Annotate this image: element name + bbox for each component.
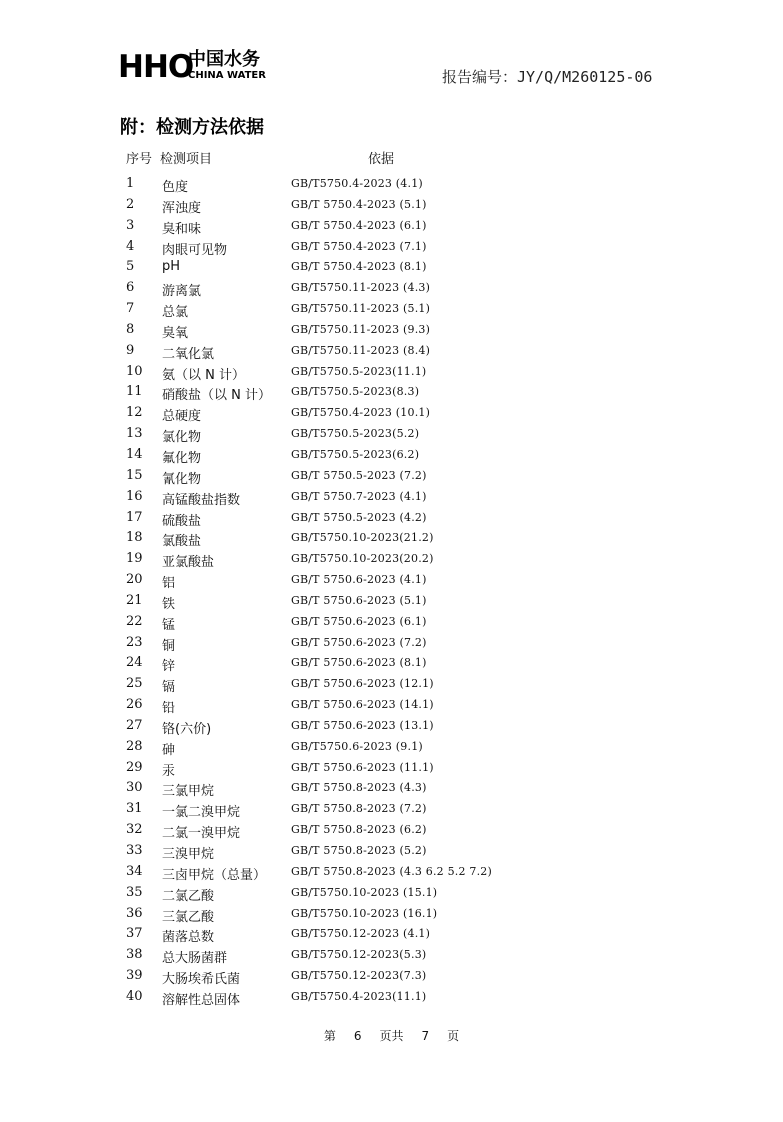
table-row [0,320,783,341]
table-row [0,653,783,674]
row-seq: 34 [126,863,143,879]
row-item: 硫酸盐 [162,513,202,529]
row-basis: GB/T5750.11-2023 (4.3) [291,281,431,295]
row-basis: GB/T5750.5-2023(8.3) [291,385,420,399]
table-row [0,716,783,737]
row-basis: GB/T 5750.8-2023 (6.2) [291,823,427,837]
page-suffix: 页 [447,1029,460,1043]
row-seq: 16 [126,488,143,504]
row-basis: GB/T 5750.4-2023 (7.1) [291,239,427,253]
row-item: 锰 [162,617,176,633]
row-item: 氯化物 [162,430,202,446]
column-header-item: 检测项目 [160,152,213,167]
row-seq: 5 [126,259,135,275]
row-seq: 19 [126,551,143,567]
row-seq: 38 [126,947,143,963]
table-row [0,528,783,549]
row-basis: GB/T5750.10-2023 (15.1) [291,885,438,899]
table-row [0,403,783,424]
row-basis: GB/T 5750.6-2023 (7.2) [291,635,427,649]
row-seq: 17 [126,509,143,525]
row-basis: GB/T5750.10-2023(21.2) [291,531,434,545]
row-basis: GB/T 5750.6-2023 (14.1) [291,698,434,712]
row-item: 菌落总数 [162,930,215,946]
row-seq: 9 [126,342,135,358]
table-row [0,382,783,403]
row-item: 铅 [162,701,176,717]
row-seq: 24 [126,655,143,671]
row-seq: 2 [126,196,135,212]
row-basis: GB/T5750.4-2023 (10.1) [291,406,431,420]
row-seq: 4 [126,238,135,254]
row-item: pH [162,259,181,275]
table-row [0,424,783,445]
row-basis: GB/T 5750.8-2023 (4.3 6.2 5.2 7.2) [291,864,492,878]
row-seq: 27 [126,717,143,733]
row-seq: 30 [126,780,143,796]
logo-mark: HHO [118,49,194,85]
row-basis: GB/T 5750.6-2023 (4.1) [291,573,427,587]
table-row [0,466,783,487]
row-seq: 20 [126,572,143,588]
row-basis: GB/T 5750.6-2023 (8.1) [291,656,427,670]
page-total: 7 [421,1029,430,1043]
row-item: 三溴甲烷 [162,847,215,862]
row-seq: 18 [126,530,143,546]
row-basis: GB/T 5750.8-2023 (7.2) [291,802,427,816]
row-item: 铝 [162,576,176,592]
row-item: 铁 [162,596,176,612]
row-seq: 12 [126,405,143,421]
row-basis: GB/T 5750.5-2023 (7.2) [291,468,427,482]
row-basis: GB/T5750.5-2023(11.1) [291,364,427,378]
row-basis: GB/T 5750.6-2023 (6.1) [291,614,427,628]
row-basis: GB/T5750.12-2023 (4.1) [291,927,431,941]
table-row [0,612,783,633]
row-item: 二氯一溴甲烷 [162,826,241,842]
table-row [0,445,783,466]
row-basis: GB/T 5750.6-2023 (11.1) [291,760,434,774]
row-basis: GB/T5750.10-2023(20.2) [291,552,434,566]
row-basis: GB/T 5750.5-2023 (4.2) [291,510,427,524]
row-item: 锌 [162,659,176,675]
row-item: 三氯乙酸 [162,909,215,925]
row-seq: 29 [126,759,143,775]
table-row [0,737,783,758]
table-row [0,695,783,716]
company-logo [118,50,268,84]
row-item: 氰化物 [162,471,202,487]
row-basis: GB/T 5750.6-2023 (5.1) [291,593,427,607]
row-basis: GB/T 5750.8-2023 (5.2) [291,844,427,857]
table-row [0,257,783,278]
row-seq: 3 [126,217,135,233]
row-seq: 40 [126,988,143,1004]
table-row [0,216,783,237]
row-item: 大肠埃希氏菌 [162,972,241,988]
row-seq: 36 [126,905,143,921]
row-item: 镉 [162,680,176,696]
row-seq: 31 [126,801,143,817]
table-row [0,945,783,966]
table-row [0,237,783,258]
row-item: 游离氯 [162,284,202,300]
table-row [0,633,783,654]
row-basis: GB/T5750.5-2023(6.2) [291,447,420,461]
row-seq: 23 [126,634,143,650]
row-seq: 25 [126,676,143,692]
row-item: 二氧化氯 [162,346,215,362]
row-seq: 10 [126,363,143,379]
row-basis: GB/T5750.4-2023 (4.1) [291,177,423,190]
column-header-seq: 序号 [126,152,153,167]
row-seq: 21 [126,592,143,608]
table-row [0,487,783,508]
row-seq: 14 [126,446,143,462]
page-number: 6 [353,1029,362,1043]
table-row [0,570,783,591]
table-row [0,591,783,612]
table-row [0,508,783,529]
logo-english-name: CHINA WATER [188,70,266,81]
row-item: 铬(六价) [162,721,212,737]
row-seq: 15 [126,467,143,483]
row-item: 铜 [162,638,176,654]
row-basis: GB/T 5750.6-2023 (12.1) [291,677,434,691]
table-row [0,341,783,362]
row-basis: GB/T 5750.4-2023 (5.1) [291,197,427,211]
row-seq: 26 [126,697,143,713]
row-item: 总氯 [162,305,189,321]
table-row [0,549,783,570]
row-seq: 11 [126,384,143,400]
row-seq: 28 [126,738,143,754]
table-row [0,278,783,299]
row-seq: 37 [126,926,143,942]
section-title: 附：检测方法依据 [120,117,264,138]
row-item: 总硬度 [162,409,202,425]
row-basis: GB/T 5750.8-2023 (4.3) [291,781,427,795]
table-row [0,883,783,904]
row-seq: 35 [126,884,143,900]
table-row [0,987,783,1008]
row-item: 臭氧 [162,325,189,341]
row-seq: 32 [126,822,143,838]
page-mid: 页共 [379,1029,404,1043]
row-seq: 1 [126,176,135,191]
row-seq: 6 [126,280,135,296]
row-item: 色度 [162,180,189,195]
table-row [0,299,783,320]
row-item: 砷 [162,742,176,758]
table-row [0,195,783,216]
table-row [0,862,783,883]
row-basis: GB/T 5750.7-2023 (4.1) [291,489,427,503]
row-item: 氨（以 N 计） [162,367,245,383]
row-item: 三氯甲烷 [162,784,215,800]
row-seq: 39 [126,968,143,984]
row-item: 汞 [162,763,176,779]
row-item: 硝酸盐（以 N 计） [162,388,271,404]
row-basis: GB/T 5750.4-2023 (6.1) [291,218,427,232]
row-seq: 13 [126,426,143,442]
row-item: 肉眼可见物 [162,242,228,258]
logo-chinese-name: 中国水务 [188,49,260,70]
row-basis: GB/T5750.6-2023 (9.1) [291,739,423,753]
row-item: 一氯二溴甲烷 [162,805,241,821]
row-basis: GB/T 5750.4-2023 (8.1) [291,260,427,274]
row-basis: GB/T5750.5-2023(5.2) [291,427,420,441]
row-basis: GB/T 5750.6-2023 (13.1) [291,718,434,732]
row-item: 浑浊度 [162,200,202,216]
page-footer [0,1027,783,1044]
row-seq: 7 [126,301,135,317]
table-row [0,362,783,383]
row-item: 二氯乙酸 [162,888,215,904]
table-row [0,758,783,779]
row-basis: GB/T5750.10-2023 (16.1) [291,906,438,920]
row-item: 高锰酸盐指数 [162,492,241,508]
row-seq: 22 [126,613,143,629]
table-row [0,778,783,799]
column-header-basis: 依据 [368,152,395,167]
row-item: 氟化物 [162,450,202,466]
table-row [0,820,783,841]
row-basis: GB/T5750.11-2023 (8.4) [291,343,431,357]
row-item: 氯酸盐 [162,534,202,550]
table-row [0,799,783,820]
row-item: 亚氯酸盐 [162,555,215,571]
table-row [0,841,783,862]
row-basis: GB/T5750.11-2023 (5.1) [291,302,431,316]
page-prefix: 第 [323,1029,336,1043]
row-basis: GB/T5750.4-2023(11.1) [291,989,427,1003]
table-row [0,904,783,925]
row-item: 溶解性总固体 [162,992,241,1008]
row-item: 臭和味 [162,221,202,237]
row-item: 总大肠菌群 [162,951,228,967]
row-basis: GB/T5750.12-2023(7.3) [291,969,427,983]
table-row [0,674,783,695]
row-item: 三卤甲烷（总量） [162,867,267,883]
row-seq: 33 [126,843,143,858]
row-basis: GB/T5750.11-2023 (9.3) [291,322,431,336]
report-number: 报告编号：JY/Q/M260125-06 [442,68,653,86]
table-row [0,174,783,195]
table-row [0,966,783,987]
row-seq: 8 [126,321,135,337]
row-basis: GB/T5750.12-2023(5.3) [291,948,427,962]
table-row [0,924,783,945]
method-table [0,174,783,1008]
